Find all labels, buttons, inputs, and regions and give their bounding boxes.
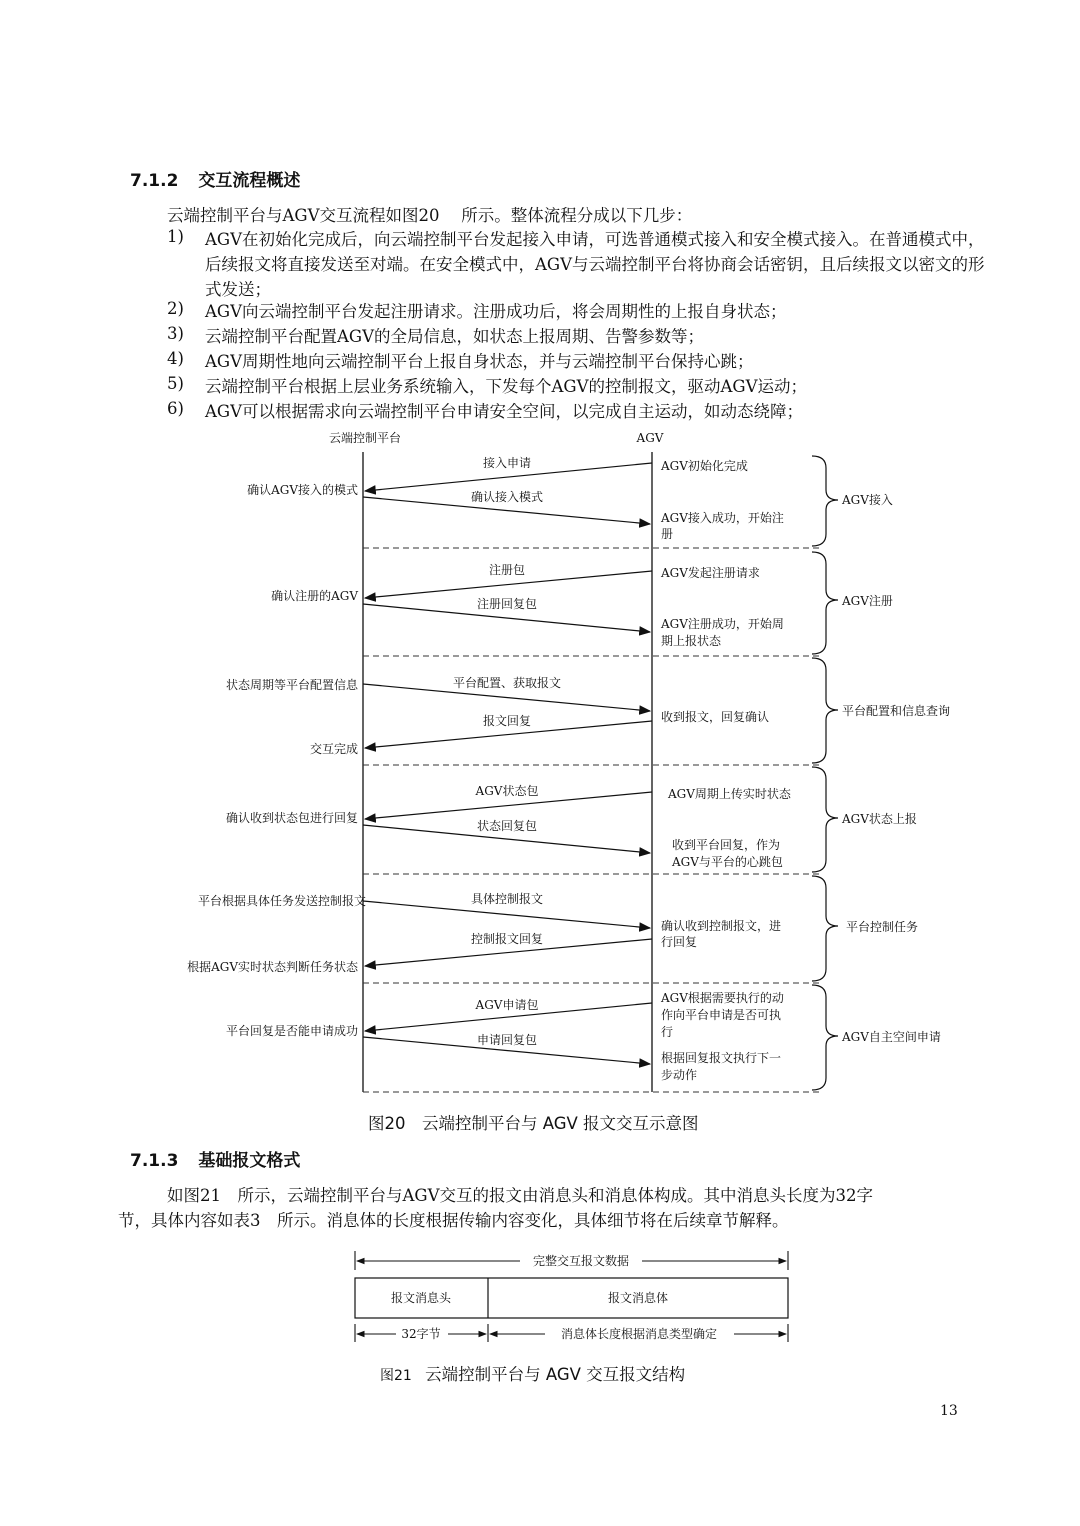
arrow-label: AGV状态包 — [475, 784, 539, 798]
left-note: 确认AGV接入的模式 — [247, 483, 358, 497]
right-note: 行 — [661, 1025, 674, 1039]
step-number: 4) — [167, 349, 184, 368]
right-note: 步动作 — [661, 1068, 698, 1082]
left-note: 交互完成 — [309, 742, 358, 756]
phase-label: 平台控制任务 — [846, 920, 919, 934]
figure-21-caption — [380, 1361, 685, 1385]
figure-20-caption: 图20 云端控制平台与 AGV 报文交互示意图 — [368, 1114, 699, 1133]
right-note: 确认收到控制报文，进 — [661, 919, 782, 933]
right-note: 收到报文，回复确认 — [661, 710, 770, 724]
right-note: AGV初始化完成 — [661, 459, 748, 473]
arrow-label: 控制报文回复 — [470, 932, 544, 946]
paragraph-line: 节，具体内容如表3 所示。消息体的长度根据传输内容变化，具体细节将在后续章节解释。 — [118, 1211, 789, 1230]
section-title: 基础报文格式 — [198, 1151, 301, 1171]
left-actor-label: 云端控制平台 — [328, 431, 402, 445]
page-number: 13 — [940, 1403, 958, 1419]
arrow-label: 接入申请 — [482, 456, 532, 470]
step-text: AGV可以根据需求向云端控制平台申请安全空间，以完成自主运动，如动态绕障； — [205, 402, 804, 421]
section-number: 7.1.3 — [130, 1151, 179, 1171]
phase-bracket — [812, 456, 838, 546]
step-text: AGV周期性地向云端控制平台上报自身状态，并与云端控制平台保持心跳； — [205, 352, 754, 371]
section-title: 交互流程概述 — [198, 171, 301, 191]
step-text: AGV在初始化完成后，向云端控制平台发起接入申请，可选普通模式接入和安全模式接入。在普通模式中，后续报文将直接发送至对端。在安全模式中，AGV与云端控制平台将协商会话密钥，且后续报文以密文的形式发送； — [205, 230, 985, 299]
paragraph-line: 如图21 所示，云端控制平台与AGV交互的报文由消息头和消息体构成。其中消息头长度为32字 — [167, 1186, 874, 1205]
step-number: 6) — [167, 399, 184, 418]
step-text: AGV向云端控制平台发起注册请求。注册成功后，将会周期性的上报自身状态； — [205, 302, 787, 321]
right-note: AGV与平台的心跳包 — [672, 855, 783, 869]
body-label: 报文消息体 — [607, 1291, 669, 1305]
right-note: AGV注册成功，开始周 — [661, 617, 784, 631]
left-note: 确认收到状态包进行回复 — [225, 811, 358, 825]
section-heading-713 — [130, 1146, 300, 1171]
phase-label: AGV状态上报 — [842, 812, 917, 826]
right-actor-label: AGV — [636, 431, 664, 445]
intro-paragraph: 云端控制平台与AGV交互流程如图20 所示。整体流程分成以下几步： — [167, 206, 693, 225]
header-label: 报文消息头 — [390, 1291, 452, 1305]
figure-title: 云端控制平台与 AGV 交互报文结构 — [425, 1365, 686, 1384]
right-note: 期上报状态 — [661, 634, 722, 648]
left-note: 根据AGV实时状态判断任务状态 — [187, 960, 358, 974]
phase-label: 平台配置和信息查询 — [842, 704, 951, 718]
phase-bracket — [812, 876, 838, 981]
header-length-label: 32字节 — [401, 1327, 441, 1341]
arrow-label: 注册包 — [488, 563, 526, 577]
phase-label: AGV注册 — [842, 594, 893, 608]
left-note: 平台回复是否能申请成功 — [225, 1024, 358, 1038]
arrow-label: AGV申请包 — [475, 998, 539, 1012]
section-number: 7.1.2 — [130, 171, 179, 191]
step-number: 2) — [167, 299, 184, 318]
phase-bracket — [812, 985, 838, 1090]
phase-bracket — [812, 552, 838, 654]
right-note: 收到平台回复，作为 — [672, 838, 781, 852]
step-number: 3) — [167, 324, 184, 343]
left-note: 确认注册的AGV — [271, 589, 358, 603]
phase-bracket — [812, 658, 838, 763]
arrow-label: 平台配置、获取报文 — [452, 676, 562, 690]
step-text: 云端控制平台配置AGV的全局信息，如状态上报周期、告警参数等； — [205, 327, 705, 346]
step-number: 1) — [167, 227, 184, 246]
right-note: AGV接入成功，开始注 — [661, 511, 784, 525]
arrow-label: 注册回复包 — [476, 597, 538, 611]
phase-label: AGV自主空间申请 — [842, 1030, 941, 1044]
arrow-label: 状态回复包 — [476, 819, 538, 833]
right-note: 作向平台申请是否可执 — [661, 1008, 782, 1022]
left-note: 平台根据具体任务发送控制报文 — [197, 894, 366, 908]
right-note: 册 — [661, 527, 674, 541]
phase-label: AGV接入 — [842, 493, 893, 507]
message-structure-diagram — [0, 1245, 1080, 1365]
step-number: 5) — [167, 374, 184, 393]
arrow-label: 确认接入模式 — [470, 490, 544, 504]
right-note: 行回复 — [661, 935, 698, 949]
arrow-label: 申请回复包 — [476, 1033, 538, 1047]
figure-number: 图21 — [380, 1368, 412, 1384]
right-note: 根据回复报文执行下一 — [661, 1051, 782, 1065]
right-note: AGV周期上传实时状态 — [668, 787, 791, 801]
step-text: 云端控制平台根据上层业务系统输入，下发每个AGV的控制报文，驱动AGV运动； — [205, 377, 808, 396]
right-note: AGV发起注册请求 — [661, 566, 760, 580]
arrow-label: 报文回复 — [482, 714, 532, 728]
left-note: 状态周期等平台配置信息 — [225, 678, 358, 692]
full-message-label: 完整交互报文数据 — [532, 1254, 630, 1268]
right-note: AGV根据需要执行的动 — [661, 991, 784, 1005]
body-length-label: 消息体长度根据消息类型确定 — [560, 1327, 718, 1341]
phase-bracket — [812, 767, 838, 872]
arrow-label: 具体控制报文 — [470, 892, 544, 906]
